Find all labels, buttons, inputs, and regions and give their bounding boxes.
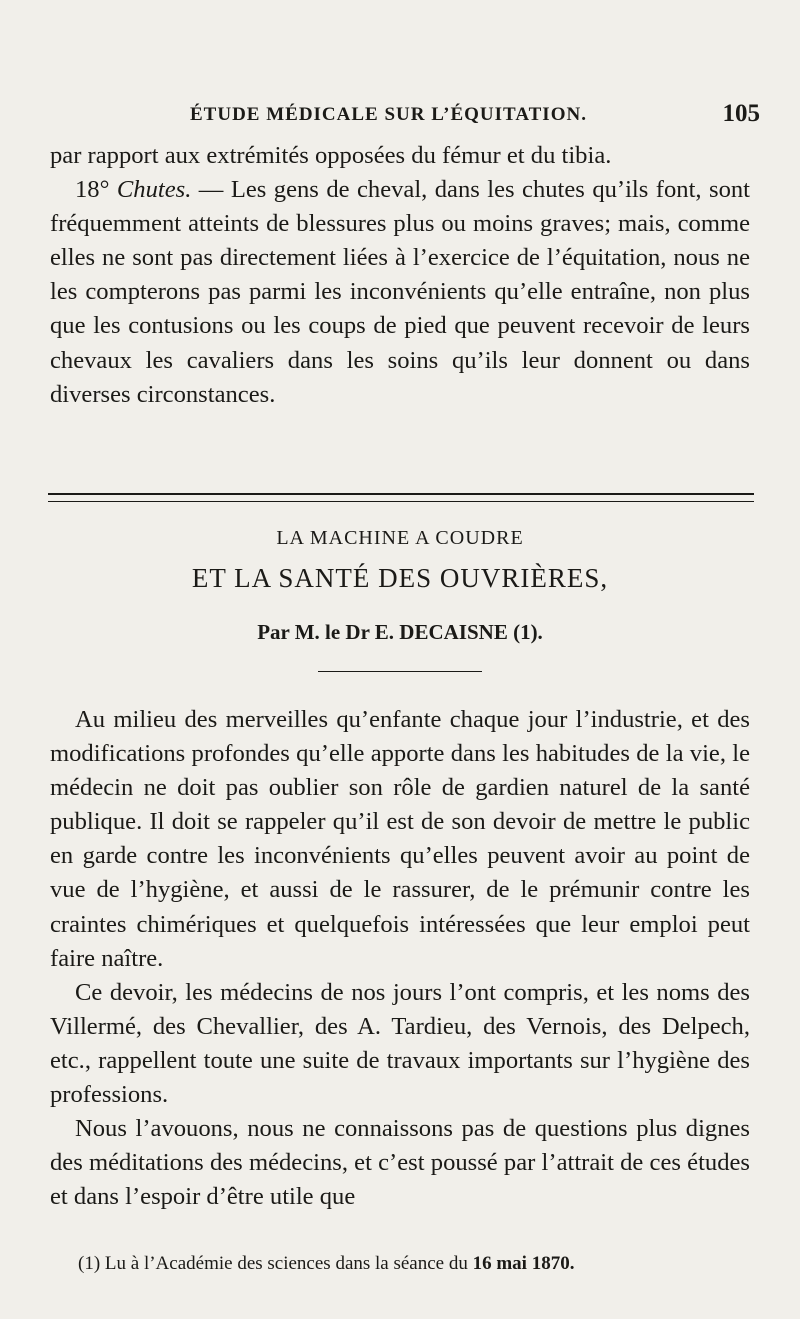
paragraph-chutes: [50, 173, 750, 412]
section-heading: Chutes.: [116, 176, 192, 204]
footnote-date: 16 mai 1870.: [472, 1253, 575, 1274]
paragraph: Au milieu des merveilles qu’enfante chaque jour l’industrie, et des modifications profondes qu’elle apporte dans les habitudes de la vie, le médecin ne doit pas oublier son rôle de gardien naturel de la santé publique. Il doit se rappeler qu’il est de son devoir de mettre le public en garde contre les inconvénients qu’elles peuvent avoir au point de vue de l’hygiène, et aussi de le rassurer, de le prémunir contre les craintes chimériques et quelquefois intéressées que leur emploi peut faire naître.: [50, 706, 750, 972]
footnote: [78, 1253, 758, 1275]
article-body: [50, 703, 750, 1214]
previous-section-text: [50, 139, 750, 412]
footnote-marker: (1): [78, 1253, 101, 1274]
article-kicker: LA MACHINE A COUDRE: [276, 527, 524, 549]
article-byline: Par M. le Dr E. DECAISNE (1).: [257, 620, 543, 644]
article-title: ET LA SANTÉ DES OUVRIÈRES,: [191, 563, 609, 593]
paragraph-text: — Les gens de cheval, dans les chutes qu’ils font, sont fréquemment atteints de blessures plus ou moins graves; mais, comme elles ne sont pas directement liées à l’exercice de l’équitation, nous ne les compterons pas parmi les inconvénients qu’elle entraîne, non plus que les contusions ou les coups de pied que peuvent recevoir de leurs chevaux les cavaliers dans les soins qu’ils leur donnent ou dans diverses circonstances.: [50, 176, 750, 408]
paragraph: Ce devoir, les médecins de nos jours l’ont compris, et les noms des Villermé, des Chevallier, des A. Tardieu, des Vernois, des Delpech, etc., rappellent toute une suite de travaux importants sur l’hygiène des professions.: [50, 978, 750, 1109]
footnote-text: Lu à l’Académie des sciences dans la séance du: [100, 1253, 473, 1274]
section-number: 18°: [75, 176, 110, 204]
running-title: ÉTUDE MÉDICALE SUR L’ÉQUITATION.: [190, 104, 587, 125]
paragraph: par rapport aux extrémités opposées du fémur et du tibia.: [50, 142, 612, 169]
section-divider: [48, 493, 754, 502]
byline-rule: [318, 671, 482, 672]
page-number: 105: [722, 100, 760, 127]
page-header: [190, 100, 760, 132]
paragraph: Nous l’avouons, nous ne connaissons pas de questions plus dignes des méditations des médecins, et c’est poussé par l’attrait de ces études et dans l’espoir d’être utile que: [50, 1115, 750, 1211]
